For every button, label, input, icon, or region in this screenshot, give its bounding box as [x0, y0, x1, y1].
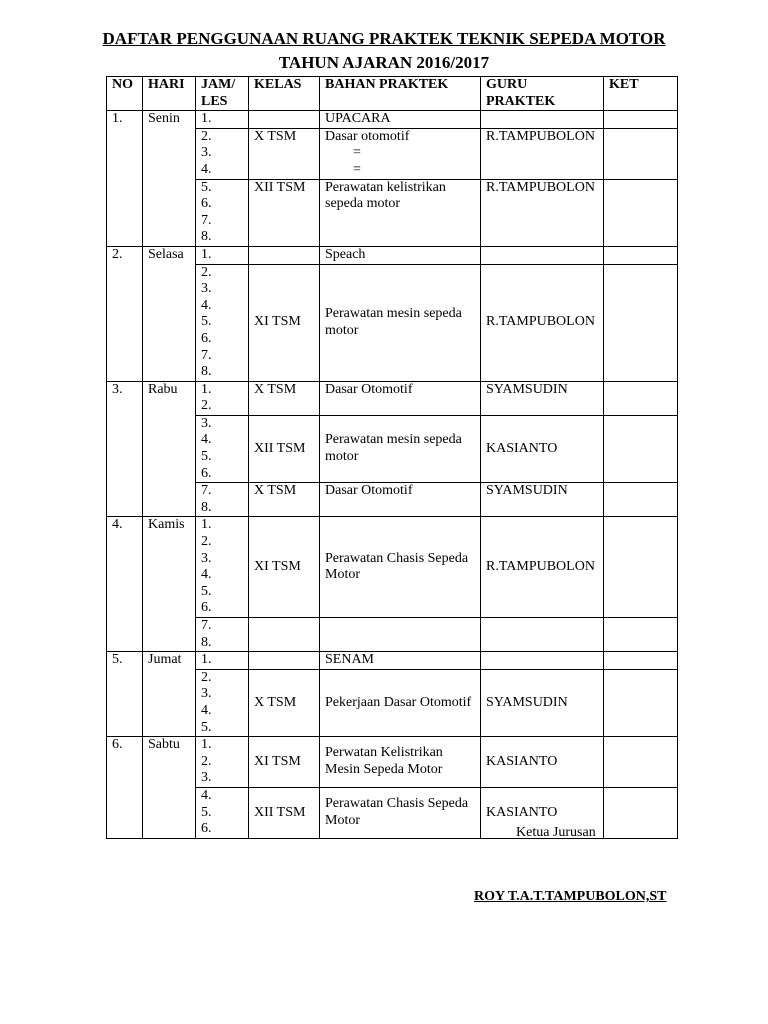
- schedule-table: [106, 76, 678, 839]
- lesson-period: 4.: [201, 567, 212, 583]
- lesson-periods: [196, 737, 249, 788]
- lesson-period: 5.: [201, 719, 212, 735]
- practice-material: [320, 264, 481, 381]
- table-row: [107, 737, 678, 788]
- class-name: XI TSM: [249, 517, 320, 618]
- practice-material-line: Perawatan Chasis Sepeda: [325, 550, 469, 566]
- teacher-name: [481, 246, 604, 264]
- practice-material: [320, 737, 481, 788]
- lesson-period: 5.: [201, 583, 212, 599]
- practice-material-line: Motor: [325, 812, 360, 828]
- class-name: XI TSM: [249, 264, 320, 381]
- teacher-name: SYAMSUDIN: [481, 483, 604, 517]
- practice-material: [320, 517, 481, 618]
- lesson-period: 8.: [201, 634, 212, 650]
- class-name: X TSM: [249, 128, 320, 179]
- lesson-period: 7.: [201, 347, 212, 363]
- practice-material-line: sepeda motor: [325, 196, 401, 212]
- teacher-name: R.TAMPUBOLON: [481, 264, 604, 381]
- header-jam-line2: LES: [201, 93, 228, 109]
- practice-material: [320, 787, 481, 838]
- teacher-name: [481, 111, 604, 129]
- lesson-periods: [196, 111, 249, 129]
- lesson-period: 3.: [201, 145, 212, 161]
- remarks: [604, 517, 678, 618]
- day-number: 3.: [107, 381, 143, 517]
- practice-material-line: Mesin Sepeda Motor: [325, 762, 443, 778]
- remarks: [604, 246, 678, 264]
- teacher-name: KASIANTO: [481, 737, 604, 788]
- class-name: XII TSM: [249, 415, 320, 482]
- lesson-period: 3.: [201, 686, 212, 702]
- header-jam: [196, 77, 249, 111]
- practice-material-line: Motor: [325, 567, 360, 583]
- practice-material-line: Dasar otomotif: [325, 128, 410, 144]
- practice-material: [320, 179, 481, 246]
- signature-role: Ketua Jurusan: [516, 825, 596, 840]
- class-name: XII TSM: [249, 179, 320, 246]
- lesson-period: 4.: [201, 161, 212, 177]
- teacher-name: R.TAMPUBOLON: [481, 179, 604, 246]
- teacher-name: KASIANTO: [481, 415, 604, 482]
- day-name: Kamis: [143, 517, 196, 652]
- day-name: Jumat: [143, 652, 196, 737]
- header-hari: HARI: [143, 77, 196, 111]
- remarks: [604, 737, 678, 788]
- lesson-period: 5.: [201, 804, 212, 820]
- lesson-period: 1.: [201, 381, 212, 397]
- lesson-period: 5.: [201, 179, 212, 195]
- table-row: [107, 381, 678, 415]
- teacher-name: R.TAMPUBOLON: [481, 517, 604, 618]
- lesson-periods: [196, 264, 249, 381]
- table-row: [107, 652, 678, 670]
- class-name: [249, 111, 320, 129]
- lesson-period: 3.: [201, 770, 212, 786]
- lesson-period: 3.: [201, 415, 212, 431]
- header-no: NO: [107, 77, 143, 111]
- practice-material: [320, 652, 481, 670]
- day-number: 5.: [107, 652, 143, 737]
- lesson-period: 6.: [201, 821, 212, 837]
- day-number: 4.: [107, 517, 143, 652]
- header-guru-praktek: [481, 77, 604, 111]
- remarks: [604, 652, 678, 670]
- practice-material: [320, 128, 481, 179]
- lesson-period: 2.: [201, 128, 212, 144]
- practice-material: [320, 483, 481, 517]
- practice-material-line: motor: [325, 449, 359, 465]
- lesson-period: 4.: [201, 702, 212, 718]
- lesson-period: 2.: [201, 753, 212, 769]
- practice-material: [320, 381, 481, 415]
- practice-material-line: Perawatan mesin sepeda: [325, 306, 462, 322]
- table-row: [107, 517, 678, 618]
- day-name: Senin: [143, 111, 196, 247]
- practice-material-line: SENAM: [325, 652, 375, 668]
- lesson-period: 7.: [201, 483, 212, 499]
- header-guru-line2: PRAKTEK: [486, 93, 556, 109]
- lesson-period: 2.: [201, 398, 212, 414]
- practice-material: [320, 669, 481, 736]
- lesson-period: 6.: [201, 600, 212, 616]
- class-name: [249, 246, 320, 264]
- practice-material-line: Perawatan kelistrikan: [325, 179, 446, 195]
- lesson-periods: [196, 517, 249, 618]
- lesson-period: 6.: [201, 330, 212, 346]
- lesson-periods: [196, 246, 249, 264]
- teacher-name: KASIANTO: [481, 787, 604, 838]
- table-row: [107, 246, 678, 264]
- practice-material-line: =: [353, 161, 361, 177]
- lesson-period: 2.: [201, 534, 212, 550]
- lesson-periods: [196, 128, 249, 179]
- practice-material: [320, 111, 481, 129]
- lesson-periods: [196, 618, 249, 652]
- lesson-periods: [196, 179, 249, 246]
- lesson-period: 6.: [201, 196, 212, 212]
- lesson-periods: [196, 483, 249, 517]
- day-number: 6.: [107, 737, 143, 839]
- practice-material-line: Perawatan Chasis Sepeda: [325, 796, 469, 812]
- practice-material: [320, 618, 481, 652]
- lesson-periods: [196, 787, 249, 838]
- remarks: [604, 179, 678, 246]
- teacher-name: SYAMSUDIN: [481, 669, 604, 736]
- lesson-period: 7.: [201, 618, 212, 633]
- header-ket: KET: [604, 77, 678, 111]
- class-name: [249, 652, 320, 670]
- day-number: 1.: [107, 111, 143, 247]
- practice-material-line: Perwatan Kelistrikan: [325, 745, 443, 761]
- practice-material-line: Perawatan mesin sepeda: [325, 432, 462, 448]
- lesson-period: 8.: [201, 499, 212, 515]
- practice-material-line: UPACARA: [325, 111, 391, 127]
- class-name: X TSM: [249, 669, 320, 736]
- remarks: [604, 381, 678, 415]
- remarks: [604, 128, 678, 179]
- teacher-name: SYAMSUDIN: [481, 381, 604, 415]
- lesson-period: 8.: [201, 364, 212, 380]
- signature-name: ROY T.A.T.TAMPUBOLON,ST: [474, 889, 667, 904]
- remarks: [604, 618, 678, 652]
- class-name: XII TSM: [249, 787, 320, 838]
- lesson-periods: [196, 415, 249, 482]
- header-kelas: KELAS: [249, 77, 320, 111]
- lesson-periods: [196, 381, 249, 415]
- practice-material-line: Pekerjaan Dasar Otomotif: [325, 694, 472, 710]
- remarks: [604, 415, 678, 482]
- lesson-period: 6.: [201, 465, 212, 481]
- lesson-period: 4.: [201, 787, 212, 803]
- teacher-name: [481, 652, 604, 670]
- teacher-name: [481, 618, 604, 652]
- table-body: [107, 111, 678, 839]
- practice-material: [320, 415, 481, 482]
- class-name: X TSM: [249, 483, 320, 517]
- remarks: [604, 483, 678, 517]
- lesson-period: 8.: [201, 229, 212, 245]
- lesson-period: 4.: [201, 432, 212, 448]
- lesson-period: 5.: [201, 314, 212, 330]
- practice-material-line: Dasar Otomotif: [325, 483, 413, 499]
- teacher-name: R.TAMPUBOLON: [481, 128, 604, 179]
- remarks: [604, 264, 678, 381]
- practice-material: [320, 246, 481, 264]
- day-name: Rabu: [143, 381, 196, 517]
- lesson-period: 1.: [201, 737, 212, 753]
- practice-material-line: motor: [325, 322, 359, 338]
- day-number: 2.: [107, 246, 143, 381]
- table-header-row: [107, 77, 678, 111]
- table-row: [107, 111, 678, 129]
- lesson-period: 1.: [201, 246, 212, 262]
- remarks: [604, 111, 678, 129]
- day-name: Sabtu: [143, 737, 196, 839]
- lesson-period: 3.: [201, 281, 212, 297]
- remarks: [604, 669, 678, 736]
- practice-material-line: Dasar Otomotif: [325, 381, 413, 397]
- lesson-period: 1.: [201, 517, 212, 533]
- header-bahan-praktek: BAHAN PRAKTEK: [320, 77, 481, 111]
- practice-material-line: Speach: [325, 246, 366, 262]
- document-title: DAFTAR PENGGUNAAN RUANG PRAKTEK TEKNIK SEPEDA MOTOR: [102, 29, 666, 48]
- header-guru-line1: GURU: [486, 77, 528, 92]
- lesson-period: 1.: [201, 111, 212, 127]
- day-name: Selasa: [143, 246, 196, 381]
- header-jam-line1: JAM/: [201, 77, 236, 92]
- lesson-period: 3.: [201, 550, 212, 566]
- lesson-period: 5.: [201, 449, 212, 465]
- remarks: [604, 787, 678, 838]
- lesson-periods: [196, 669, 249, 736]
- class-name: XI TSM: [249, 737, 320, 788]
- lesson-period: 2.: [201, 669, 212, 685]
- academic-year-subtitle: TAHUN AJARAN 2016/2017: [278, 53, 490, 72]
- lesson-period: 4.: [201, 297, 212, 313]
- lesson-period: 2.: [201, 264, 212, 280]
- lesson-period: 1.: [201, 652, 212, 668]
- lesson-period: 7.: [201, 212, 212, 228]
- class-name: X TSM: [249, 381, 320, 415]
- lesson-periods: [196, 652, 249, 670]
- practice-material-line: =: [353, 145, 361, 161]
- class-name: [249, 618, 320, 652]
